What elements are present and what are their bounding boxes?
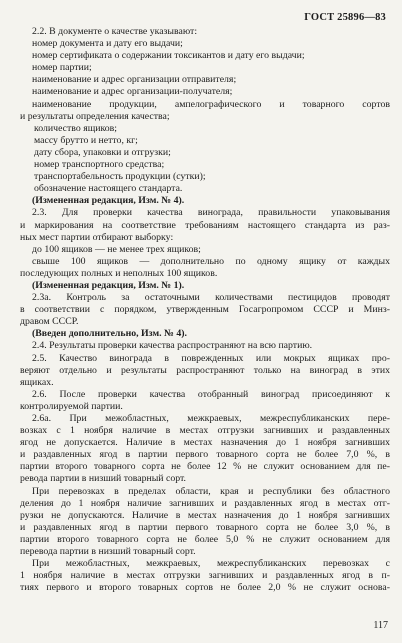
text-line: тиях первого и второго товарных сортов не более 2,0 % не служит основа- bbox=[20, 582, 390, 594]
text-line: номер документа и дату его выдачи; bbox=[32, 38, 183, 50]
text-line: партии второго товарного сорта не более 5,0 % не служит основанием для bbox=[20, 533, 390, 545]
text-line: ягод не допускается. Наличие в местах назначения до 1 ноября загнивших bbox=[20, 437, 390, 449]
text-line: При перевозках в пределах области, края и республики без областного bbox=[32, 485, 390, 497]
text-line: ных мест партии отбирают выборку: bbox=[20, 231, 174, 243]
text-line: и результаты определения качества; bbox=[20, 110, 170, 122]
text-line: количество ящиков; bbox=[34, 122, 118, 134]
text-line: и раздавленных ягод в партии первого товарного сорта не более 7,0 %, в bbox=[20, 449, 390, 461]
text-line: 2.3. Для проверки качества винограда, правильности упаковывания bbox=[32, 207, 390, 219]
text-line: 2.2. В документе о качестве указывают: bbox=[32, 26, 198, 37]
text-line: перевода партии в низший товарный сорт. bbox=[20, 546, 196, 558]
text-line: номер транспортного средства; bbox=[34, 159, 165, 171]
document-body bbox=[20, 26, 390, 594]
page-number: 117 bbox=[373, 620, 388, 631]
text-line: рузки не допускаются. Наличие в местах назначения до 1 ноября загнивших bbox=[20, 509, 390, 521]
text-line: наименование продукции, ампелографического и товарного сортов bbox=[32, 98, 390, 110]
amendment-note: (Введен дополнительно, Изм. № 4). bbox=[32, 328, 187, 340]
text-line: ящиках. bbox=[20, 376, 54, 388]
text-line: номер сертификата о содержании токсикантов и дату его выдачи; bbox=[32, 50, 305, 62]
text-line: 1 ноября наличие в местах отгрузки загнивших и раздавленных ягод в п- bbox=[20, 570, 390, 582]
page-header-standard: ГОСТ 25896—83 bbox=[304, 12, 386, 23]
text-line: возках с 1 ноября наличие в местах отгрузки загнивших и раздавленных bbox=[20, 425, 390, 437]
text-line: до 100 ящиков — не менее трех ящиков; bbox=[32, 243, 201, 255]
text-line: и маркирования на соответствие требованиям настоящего стандарта из раз- bbox=[20, 219, 390, 231]
text-line: последующих полных и неполных 100 ящиков. bbox=[20, 267, 218, 279]
amendment-note: (Измененная редакция, Изм. № 1). bbox=[32, 279, 185, 291]
text-line: партии второго товарного сорта не более 12 % не служит основанием для пе- bbox=[20, 461, 390, 473]
amendment-note: (Измененная редакция, Изм. № 4). bbox=[32, 195, 185, 207]
text-line: дравом СССР. bbox=[20, 316, 79, 328]
text-line: При межобластных, межкраевых, межреспубликанских перевозках с bbox=[32, 558, 390, 570]
text-line: деления до 1 ноября наличие загнивших и раздавленных ягод в местах отг- bbox=[20, 497, 390, 509]
text-line: 2.6а. При межобластных, межкраевых, межреспубликанских пере- bbox=[32, 413, 390, 424]
text-line: свыше 100 ящиков — дополнительно по одному ящику от каждых bbox=[32, 255, 390, 267]
text-line: 2.3а. Контроль за остаточными количествами пестицидов проводят bbox=[32, 292, 390, 304]
text-line: массу брутто и нетто, кг; bbox=[34, 134, 138, 146]
text-line: номер партии; bbox=[32, 62, 92, 74]
text-line: наименование и адрес организации отправителя; bbox=[32, 74, 237, 86]
text-line: транспортабельность продукции (сутки); bbox=[34, 171, 206, 183]
text-line: в соответствии с порядком, утвержденным Госагропромом СССР и Минз- bbox=[20, 304, 390, 316]
text-line: контролируемой партии. bbox=[20, 400, 123, 412]
text-line: наименование и адрес организации-получателя; bbox=[32, 86, 233, 98]
text-line: 2.4. Результаты проверки качества распространяют на всю партию. bbox=[32, 340, 313, 352]
text-line: дату сбора, упаковки и отгрузки; bbox=[34, 146, 171, 158]
text-line: и раздавленных ягод в партии первого товарного сорта не более 3,0 %, в bbox=[20, 521, 390, 533]
text-line: ревода партии в низший товарный сорт. bbox=[20, 473, 187, 485]
text-line: 2.6. После проверки качества отобранный виноград присоединяют к bbox=[32, 388, 390, 400]
text-line: обозначение настоящего стандарта. bbox=[34, 183, 183, 195]
text-line: веряют отдельно и результаты распространяют только на виноград в этих bbox=[20, 364, 390, 376]
text-line: 2.5. Качество винограда в поврежденных или мокрых ящиках про- bbox=[32, 352, 390, 364]
